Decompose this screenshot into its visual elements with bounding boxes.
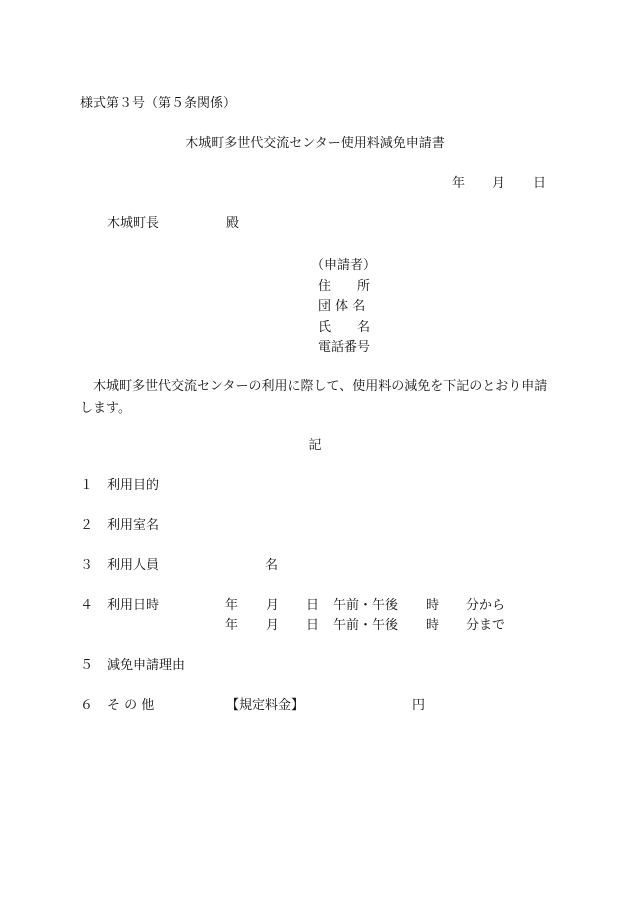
dt1-day: 日	[306, 598, 320, 613]
item-3-suffix: 名	[265, 558, 279, 573]
applicant-field-phone: 電話番号	[318, 340, 371, 355]
item-3-number: ３	[80, 558, 94, 573]
date-year: 年	[452, 176, 466, 191]
dt1-month: 月	[266, 598, 280, 613]
date-month: 月	[492, 176, 506, 191]
item-5-label: 減免申請理由	[107, 658, 186, 673]
addressee-name: 木城町長	[107, 216, 160, 231]
dt2-month: 月	[266, 618, 280, 633]
addressee-honorific: 殿	[226, 216, 240, 231]
item-6-fee-label: 【規定料金】	[226, 698, 305, 713]
item-6-number: ６	[80, 698, 94, 713]
document-title: 木城町多世代交流センター使用料減免申請書	[185, 136, 445, 151]
item-5-number: ５	[80, 658, 94, 673]
item-3-label: 利用人員	[107, 558, 160, 573]
dt1-hour: 時	[426, 598, 440, 613]
item-1-number: １	[80, 478, 94, 493]
dt2-ampm: 午前・午後	[333, 618, 399, 633]
item-6-label: そ の 他	[107, 698, 155, 713]
applicant-field-address: 住 所	[318, 278, 371, 294]
applicant-field-name: 氏 名	[318, 319, 371, 335]
body-text: 木城町多世代交流センターの利用に際して、使用料の減免を下記のとおり申請します。	[80, 379, 548, 416]
item-6-fee-unit: 円	[412, 698, 426, 713]
applicant-block	[313, 256, 376, 359]
dt1-year: 年	[225, 598, 239, 613]
item-2-number: ２	[80, 518, 94, 533]
dt2-year: 年	[225, 618, 239, 633]
dt1-minute: 分から	[466, 598, 506, 613]
item-4-number: ４	[80, 598, 94, 613]
form-number: 様式第３号（第５条関係）	[80, 96, 237, 111]
item-4-label: 利用日時	[107, 598, 160, 613]
item-2-label: 利用室名	[107, 518, 160, 533]
dt2-hour: 時	[426, 618, 440, 633]
applicant-heading: （申請者）	[311, 258, 377, 273]
dt2-minute: 分まで	[466, 618, 506, 633]
dt1-ampm: 午前・午後	[333, 598, 399, 613]
item-1-label: 利用目的	[107, 478, 160, 493]
ki-heading: 記	[308, 438, 322, 453]
date-day: 日	[533, 176, 547, 191]
dt2-day: 日	[306, 618, 320, 633]
applicant-field-group: 団 体 名	[318, 299, 366, 314]
